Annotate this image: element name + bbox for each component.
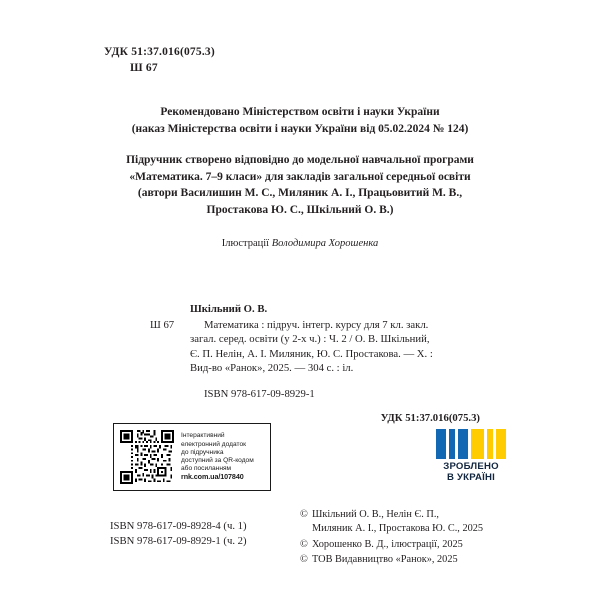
illustration-credit [0,236,600,251]
udk-code: УДК 51:37.016(075.3) [104,46,215,58]
ministry-line-2: (наказ Міністерства освіти і науки України від 05.02.2024 № 124) [131,123,469,135]
qr-code-icon[interactable] [120,430,174,484]
biblio-description-line-3: Є. П. Нелін, А. І. Миляник, Ю. С. Простакова. — Х. : [190,347,433,360]
biblio-body [150,318,480,376]
qr-promo-box[interactable] [113,423,271,491]
flag-bar-blue-3 [458,429,468,459]
copyright-authors-line-2: Миляник А. І., Простакова Ю. С., 2025 [312,523,484,535]
copyright-illustrator-text: Хорошенко В. Д., ілюстрації, 2025 [312,538,463,550]
biblio-author-heading: Шкільний О. В. [190,303,268,315]
qr-text-line-3: до підручника [181,448,224,456]
flag-bar-yellow-3 [496,429,506,459]
flag-bar-blue-1 [436,429,446,459]
flag-bar-blue-2 [449,429,455,459]
program-line-4: Простакова Ю. С., Шкільний О. В.) [206,203,394,216]
isbn-part-2: ISBN 978-617-09-8929-1 (ч. 2) [110,534,247,547]
illustration-artist: Володимира Хорошенка [271,238,379,249]
ukraine-flag-bars-icon [421,429,521,459]
illustration-label: Ілюстрації [221,238,270,249]
flag-bar-yellow-1 [471,429,484,459]
model-program-note [0,152,600,218]
copyright-authors-line-1: Шкільний О. В., Нелін Є. П., [312,509,439,520]
biblio-description-line-2: загал. серед. освіти (у 2-х ч.) : Ч. 2 / О. В. Шкільний, [190,333,430,346]
made-in-ukraine-text [421,462,521,484]
qr-text-line-1: Інтерактивний [181,432,225,440]
biblio-udk: УДК 51:37.016(075.3) [380,411,480,424]
copyright-block [300,508,483,569]
made-text-line-2: В УКРАЇНІ [447,471,495,483]
copyright-mark-icon: © [300,509,308,520]
cutter-code: Ш 67 [130,62,158,74]
isbn-part-1: ISBN 978-617-09-8928-4 (ч. 1) [110,520,247,532]
copyright-mark-icon: © [300,538,308,550]
flag-bar-yellow-2 [487,429,493,459]
biblio-cutter-code: Ш 67 [150,318,175,331]
copyright-entry-illustrator [300,538,483,552]
program-line-3: (автори Василишин М. С., Миляник А. І., Працьовитий М. В., [137,187,463,199]
biblio-description-line-1: Математика : підруч. інтегр. курсу для 7 кл. закл. [204,318,429,331]
qr-promo-link[interactable]: rnk.com.ua/107840 [181,472,244,482]
biblio-isbn: ISBN 978-617-09-8929-1 [204,387,315,400]
qr-promo-text [181,432,254,481]
copyright-publisher-text: ТОВ Видавництво «Ранок», 2025 [312,554,458,566]
ministry-recommendation [0,104,600,138]
bibliographic-record [150,302,480,425]
copyright-entry-authors [300,508,483,537]
udk-header-block [104,44,215,76]
qr-text-line-2: електронний додаток [181,440,246,448]
biblio-description-line-4: Вид-во «Ранок», 2025. — 304 с. : іл. [190,362,354,375]
made-in-ukraine-badge [421,429,521,484]
isbn-list [110,519,247,548]
qr-text-line-5: або посиланням [181,464,232,472]
copyright-entry-publisher [300,553,483,567]
qr-text-line-4: доступний за QR-кодом [181,456,254,464]
ministry-line-1: Рекомендовано Міністерством освіти і науки України [160,106,440,118]
program-line-1: Підручник створено відповідно до модельної навчальної програми [126,154,474,166]
copyright-mark-icon: © [300,554,308,566]
made-text-line-1: ЗРОБЛЕНО [443,461,499,472]
program-line-2: «Математика. 7–9 класи» для закладів загальної середньої освіти [129,170,471,183]
